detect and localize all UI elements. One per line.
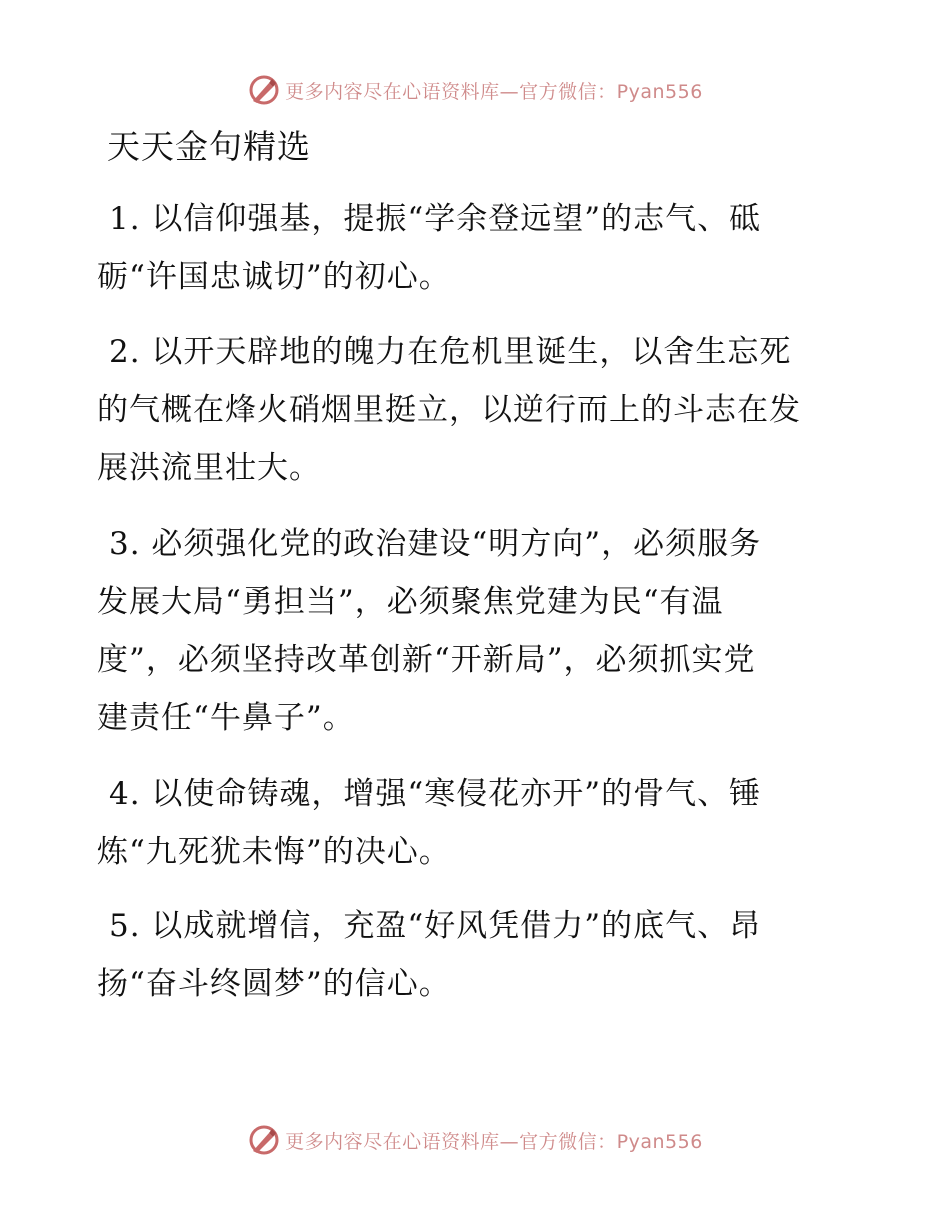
quote-item-1	[97, 190, 857, 306]
quote-line: 发展大局“勇担当”，必须聚焦党建为民“有温	[97, 584, 724, 620]
footer-banner	[0, 1120, 950, 1160]
quote-line: 砺“许国忠诚切”的初心。	[97, 259, 451, 295]
quote-item-5	[97, 897, 857, 1013]
page-title: 天天金句精选	[107, 127, 311, 166]
header-banner	[0, 70, 950, 110]
header-banner-text: 更多内容尽在心语资料库—官方微信：Pyan556	[285, 80, 703, 103]
quote-line: 4. 以使命铸魂，增强“寒侵花亦开”的骨气、锤	[109, 776, 762, 812]
quote-line: 5. 以成就增信，充盈“好风凭借力”的底气、昂	[109, 908, 762, 944]
quote-line: 展洪流里壮大。	[97, 450, 321, 486]
quote-line: 的气概在烽火硝烟里挺立，以逆行而上的斗志在发	[97, 392, 801, 428]
quote-line: 1. 以信仰强基，提振“学余登远望”的志气、砥	[109, 201, 762, 237]
quote-line: 3. 必须强化党的政治建设“明方向”，必须服务	[109, 526, 762, 562]
quote-line: 炼“九死犹未悔”的决心。	[97, 834, 451, 870]
quote-line: 度”，必须坚持改革创新“开新局”，必须抓实党	[97, 642, 756, 678]
quote-item-2	[97, 323, 857, 497]
pen-circle-logo-icon	[247, 1123, 281, 1157]
footer-banner-text: 更多内容尽在心语资料库—官方微信：Pyan556	[285, 1130, 703, 1153]
quote-item-4	[97, 765, 857, 881]
quote-line: 扬“奋斗终圆梦”的信心。	[97, 966, 451, 1002]
quote-item-3	[97, 515, 857, 747]
quote-line: 2. 以开天辟地的魄力在危机里诞生，以舍生忘死	[109, 334, 792, 370]
pen-circle-logo-icon	[247, 73, 281, 107]
quote-line: 建责任“牛鼻子”。	[97, 700, 355, 736]
